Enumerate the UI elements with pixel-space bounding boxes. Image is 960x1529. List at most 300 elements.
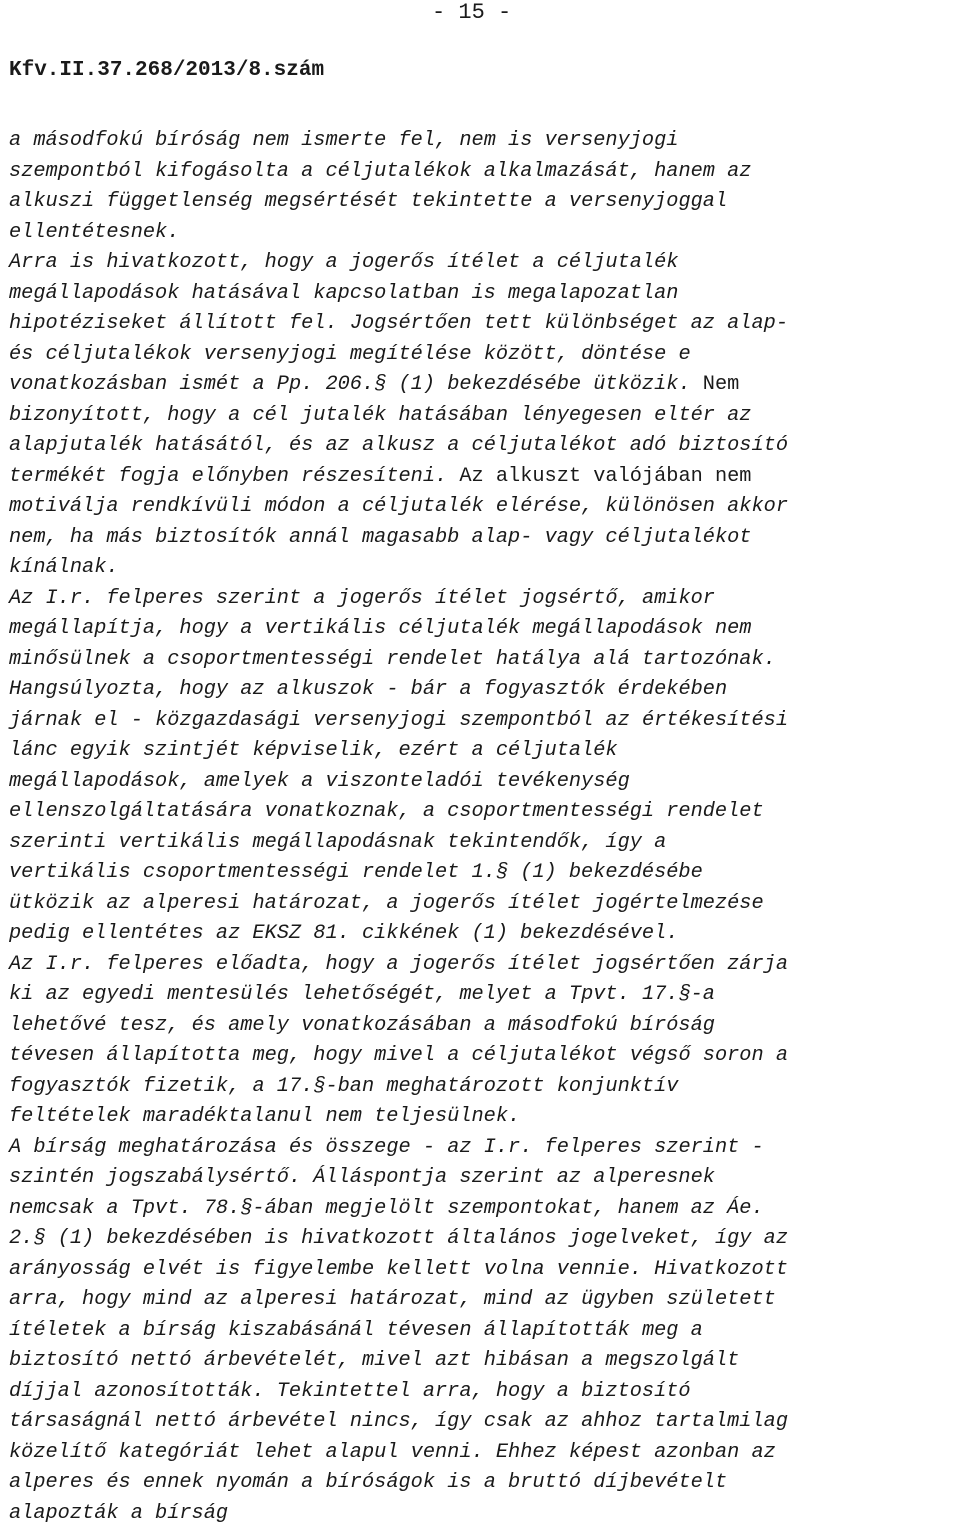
word: felperes [106, 952, 204, 976]
word-gap [642, 1410, 654, 1433]
word: tévesen [9, 1044, 95, 1067]
word: között, [483, 342, 569, 366]
word: az [751, 1440, 776, 1464]
word-gap [33, 343, 45, 366]
word: fogyasztók [483, 678, 606, 701]
word-gap [313, 1471, 325, 1494]
word-gap [557, 1441, 569, 1464]
word-gap [131, 1319, 143, 1342]
word: jutalék [301, 403, 387, 427]
word: lehetővé [9, 1013, 107, 1037]
word-gap [642, 1136, 654, 1159]
word: szintén [9, 1166, 95, 1189]
word-gap [58, 739, 70, 762]
word: a [301, 159, 314, 183]
word: céljutalékot [471, 434, 618, 457]
text-line [9, 1468, 959, 1499]
word: I.r. [483, 1135, 533, 1159]
word: hivatkozott, [106, 251, 253, 274]
word: annál [288, 525, 350, 549]
word: jogerős [410, 891, 496, 915]
word: akkor [727, 495, 788, 518]
word: 206.§ [325, 373, 387, 396]
word: Az [9, 586, 34, 610]
word-gap [435, 831, 447, 854]
word: ügyben [581, 1288, 655, 1311]
word: fel, [398, 129, 448, 152]
word-gap [289, 465, 301, 488]
word-gap [399, 892, 411, 915]
word: az [727, 159, 752, 183]
word: az [203, 1288, 229, 1311]
text-line [9, 1346, 959, 1377]
word-gap [423, 1349, 435, 1372]
word: más [106, 525, 143, 549]
word-gap [289, 983, 301, 1006]
word-gap [691, 1044, 703, 1067]
word-gap [472, 1288, 484, 1311]
word: hatásában [398, 403, 509, 427]
word: vonatkoznak, [264, 800, 411, 823]
word-gap [399, 1441, 411, 1464]
word-gap [715, 1197, 727, 1220]
word: az [240, 678, 265, 701]
word: meghatározása [118, 1135, 277, 1159]
text-line [9, 950, 959, 981]
word: hanem [654, 159, 715, 183]
word: vertikális [264, 617, 387, 640]
word-gap [435, 434, 447, 457]
word: Ehhez [495, 1440, 557, 1464]
word: ütközik. [593, 373, 691, 396]
word: ellenszolgáltatására [9, 800, 253, 823]
word-gap [459, 861, 471, 884]
word: céljutalék [495, 739, 618, 762]
word: a [581, 1349, 594, 1372]
word: bekezdésébe [447, 373, 582, 396]
word: Tpvt. [130, 1196, 192, 1220]
text-line [9, 1194, 959, 1225]
word-gap [21, 1136, 33, 1159]
text-line [9, 1316, 959, 1347]
word: ítélet [447, 251, 521, 274]
word: (1) [57, 1227, 95, 1250]
word-gap [240, 404, 252, 427]
word-gap [496, 282, 508, 305]
word: - [422, 1135, 436, 1159]
text-line [9, 218, 959, 249]
word-gap [642, 831, 654, 854]
word: e [678, 342, 691, 366]
word: a [228, 403, 241, 427]
word-gap [520, 251, 532, 274]
word-gap [545, 1258, 557, 1281]
word: így [714, 1227, 752, 1250]
word-gap [447, 983, 459, 1006]
word: döntése [581, 342, 667, 366]
word: céljutalékok [45, 342, 192, 366]
word: így [605, 830, 642, 854]
word-gap [593, 709, 605, 732]
text-line [9, 858, 959, 889]
word-gap [508, 587, 520, 610]
word-gap [155, 404, 167, 427]
word-gap [119, 495, 131, 518]
word-gap [423, 587, 435, 610]
text-line [9, 1224, 959, 1255]
word: is [69, 251, 95, 274]
word-gap [265, 1380, 277, 1403]
word-gap [106, 831, 118, 854]
word: bizonyított, [9, 403, 156, 427]
word: jogértelmezése [593, 891, 764, 915]
word: képest [568, 1440, 642, 1464]
word-gap [666, 434, 678, 457]
word-gap [472, 1258, 484, 1281]
text-line [9, 1072, 959, 1103]
text-segment: pedig ellentétes az EKSZ 81. cikkének (1) bekezdésével. [9, 922, 679, 945]
word: a [301, 1471, 314, 1494]
word-gap [301, 282, 313, 305]
word: versenyjoggal [568, 190, 728, 213]
word: meg [641, 1318, 679, 1342]
word-gap [94, 190, 106, 213]
word: jogelveket, [568, 1227, 703, 1250]
word-gap [399, 190, 411, 213]
word: díjbevételt [593, 1471, 728, 1494]
word: mentesülés [167, 983, 289, 1006]
word-gap [374, 1258, 386, 1281]
word: bíróságok [325, 1471, 436, 1494]
word-gap [569, 1349, 581, 1372]
word-gap [350, 1349, 362, 1372]
word: céljutalék [398, 617, 521, 640]
word: ítélet [508, 891, 582, 915]
text-line [9, 462, 959, 493]
word: a [240, 617, 253, 640]
word: ki [9, 983, 34, 1006]
word: egyedi [82, 983, 156, 1006]
word: felperes [106, 586, 204, 610]
word: biztosító [581, 1379, 691, 1403]
word-gap [179, 1014, 191, 1037]
word-gap [435, 1197, 447, 1220]
word-gap [435, 1227, 447, 1250]
word-gap [581, 1166, 593, 1189]
word-gap [630, 709, 642, 732]
word-gap [496, 1471, 508, 1494]
word: versenyjogi [544, 129, 679, 152]
word: a [654, 830, 667, 854]
word-gap [192, 343, 204, 366]
text-line [9, 980, 959, 1011]
word: biztosítók [155, 525, 277, 549]
word: azonosították. [94, 1379, 265, 1403]
word: Az [9, 952, 34, 976]
word: a [118, 1318, 131, 1342]
word: viszonteladói [325, 769, 484, 793]
word-gap [447, 709, 459, 732]
word-gap [228, 678, 240, 701]
word: határozat, [252, 891, 375, 915]
word: hogy [179, 617, 229, 640]
word: fogja [118, 464, 180, 488]
word-gap [94, 251, 106, 274]
word: - [751, 1135, 764, 1159]
word: tévesen [386, 1318, 472, 1342]
word-gap [739, 1441, 751, 1464]
word: meghatározott [386, 1074, 545, 1098]
text-line [9, 706, 959, 737]
word: figyelembe [252, 1257, 375, 1281]
word-gap [143, 434, 155, 457]
word: érdekében [617, 678, 728, 701]
word: megsértését [264, 190, 399, 213]
word-gap [143, 129, 155, 152]
word: alperesnek [593, 1166, 715, 1189]
word-gap [411, 800, 423, 823]
word-gap [532, 983, 544, 1006]
word: összege [325, 1135, 411, 1159]
word: alperes [9, 1471, 95, 1494]
word-gap [666, 343, 678, 366]
word-gap [435, 1136, 447, 1159]
word: termékét [9, 464, 107, 488]
word: hogy [82, 1288, 131, 1311]
word: mivel [361, 1349, 423, 1372]
word-gap [618, 434, 630, 457]
word: az [106, 891, 131, 915]
word-gap [33, 587, 45, 610]
word-gap [192, 1349, 204, 1372]
word-gap [58, 526, 70, 549]
word-gap [94, 1166, 106, 1189]
word-gap [447, 465, 459, 488]
word-gap [119, 1197, 131, 1220]
word-gap [82, 1380, 94, 1403]
text-segment: alapozták a bírság [9, 1501, 229, 1525]
word-gap [313, 160, 325, 183]
word-gap [216, 1014, 228, 1037]
word-gap [472, 343, 484, 366]
word: tevékenység [495, 769, 630, 793]
word: társaságnál [9, 1410, 143, 1433]
word: a [483, 1013, 496, 1037]
word-gap [240, 373, 252, 396]
word: azt [435, 1349, 472, 1372]
word-gap [313, 953, 325, 976]
word: a [459, 678, 472, 701]
text-line [9, 523, 959, 554]
word-gap [313, 770, 325, 793]
word: szintjét [142, 739, 241, 762]
word-gap [581, 953, 593, 976]
word-gap [581, 373, 593, 396]
word-gap [496, 129, 508, 152]
word: Tpvt. [568, 983, 630, 1006]
word-gap [532, 312, 544, 335]
word: mivel [374, 1044, 436, 1067]
word: 17.§-a [641, 983, 715, 1006]
word: Arra [9, 251, 58, 274]
word-gap [204, 953, 216, 976]
case-number: Kfv.II.37.268/2013/8.szám [9, 59, 325, 82]
word: az [447, 1135, 472, 1159]
word-gap [94, 1227, 106, 1250]
word: részesíteni. [301, 464, 448, 488]
text-line [9, 340, 959, 371]
word: hogy [264, 251, 314, 274]
word-gap [204, 587, 216, 610]
word-gap [338, 251, 350, 274]
word-gap [106, 1441, 118, 1464]
text-line [9, 645, 959, 676]
word-gap [21, 129, 33, 152]
word: hanem [617, 1196, 679, 1220]
word: szempontokat, [447, 1196, 606, 1220]
word: a [313, 586, 326, 610]
word: is [447, 1471, 472, 1494]
word-gap [70, 983, 82, 1006]
word-gap [472, 1471, 484, 1494]
word: csoportmentességi [447, 800, 655, 823]
word-gap [508, 861, 520, 884]
word: (1) [520, 861, 557, 884]
word: alapul [325, 1440, 399, 1464]
word: a [775, 1044, 788, 1067]
word: venni. [410, 1440, 484, 1464]
word-gap [301, 587, 313, 610]
word: végső [629, 1044, 691, 1067]
word-gap [82, 709, 94, 732]
word: Jogsértően [349, 312, 472, 335]
word-gap [557, 861, 569, 884]
word: fogyasztók [9, 1074, 131, 1098]
word-gap [532, 1288, 544, 1311]
word-gap [569, 1288, 581, 1311]
word: tekintendők, [447, 830, 594, 854]
word-gap [581, 465, 593, 488]
word: a [556, 1379, 569, 1403]
word-gap [374, 892, 386, 915]
word-gap [192, 770, 204, 793]
word: a [386, 952, 399, 976]
word: és [106, 1471, 131, 1494]
word-gap [520, 617, 532, 640]
word: nemcsak [9, 1196, 95, 1220]
word: soron [702, 1044, 764, 1067]
word-gap [252, 251, 264, 274]
word-gap [350, 434, 362, 457]
word-gap [496, 953, 508, 976]
word: hatálya [495, 647, 582, 671]
text-line [9, 126, 959, 157]
word: amikor [641, 586, 715, 610]
word-gap [386, 617, 398, 640]
text-line [9, 584, 959, 615]
word-gap [678, 1197, 690, 1220]
word-gap [301, 1044, 313, 1067]
word-gap [545, 1380, 557, 1403]
word: Tekintettel [276, 1379, 411, 1403]
word: céljutalékot [605, 525, 752, 549]
word: előadta, [215, 952, 314, 976]
text-line [9, 370, 959, 401]
word-gap [678, 1319, 690, 1342]
word: közgazdasági [155, 708, 302, 732]
word: fel. [288, 312, 338, 335]
word-gap [167, 312, 179, 335]
word-gap [630, 587, 642, 610]
word-gap [94, 953, 106, 976]
word: a [483, 1471, 496, 1494]
word-gap [289, 770, 301, 793]
word: jogerős [349, 251, 436, 274]
word-gap [252, 800, 264, 823]
word: 17.§-ban [276, 1074, 375, 1098]
word: ennek [142, 1471, 204, 1494]
word: szempontból [459, 708, 594, 732]
word: alperesi [240, 1288, 338, 1311]
word: motiválja [9, 495, 119, 518]
word: ismét [179, 373, 241, 396]
word-gap [325, 587, 337, 610]
word: bírság [33, 1135, 107, 1159]
word-gap [143, 160, 155, 183]
word: a [544, 983, 557, 1006]
word-gap [94, 587, 106, 610]
word: versenyjogi [203, 342, 338, 366]
word-gap [265, 678, 277, 701]
word-gap [313, 1197, 325, 1220]
word: el [94, 708, 119, 732]
word-gap [532, 526, 544, 549]
word-gap [642, 404, 654, 427]
word: elérése, [495, 495, 594, 518]
word-gap [338, 1410, 350, 1433]
word: állított [179, 312, 277, 335]
word: meg, [252, 1044, 302, 1067]
word: vonatkozásban [9, 373, 168, 396]
page-number: - 15 - [432, 0, 512, 25]
word-gap [435, 373, 447, 396]
word: ezért [398, 739, 460, 762]
word-gap [252, 495, 264, 518]
word: kategóriát [118, 1440, 241, 1464]
word: bírság [142, 1318, 216, 1342]
word-gap [435, 251, 447, 274]
word: szerint [459, 1166, 545, 1189]
word-gap [143, 1410, 155, 1433]
word-gap [374, 1075, 386, 1098]
word-gap [277, 1136, 289, 1159]
word: a [9, 129, 22, 152]
text-line [9, 1255, 959, 1286]
word-gap [496, 1014, 508, 1037]
word: hibásan [483, 1349, 569, 1372]
word-gap [593, 495, 605, 518]
word-gap [240, 739, 252, 762]
word-gap [472, 1410, 484, 1433]
word: az [544, 1410, 569, 1433]
word-gap [289, 1227, 301, 1250]
word: csoportmentességi [142, 861, 350, 884]
word: az [45, 983, 70, 1006]
word: hogy [495, 1379, 545, 1403]
word: is [215, 1257, 241, 1281]
word: módon [264, 495, 326, 518]
word-gap [143, 526, 155, 549]
